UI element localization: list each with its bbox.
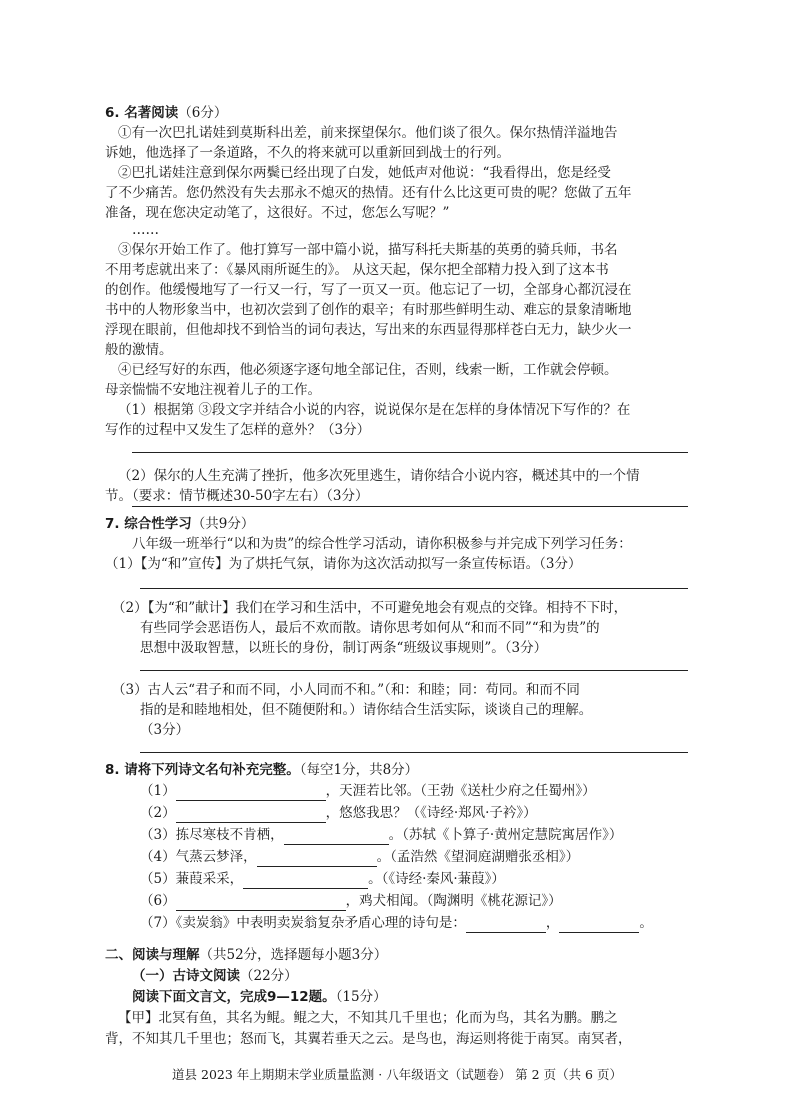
q8-item-number: （1） <box>140 783 176 799</box>
q8-item7-end: 。 <box>639 915 653 931</box>
q8-item-7 <box>140 913 653 933</box>
q6-ellipsis: …… <box>132 222 159 238</box>
section2-score: （共52分，选择题每小题3分） <box>199 947 388 963</box>
section2-title: 二、阅读与理解 <box>105 947 200 963</box>
passage-jia-line2: 背，不知其几千里也；怒而飞，其翼若垂天之云。是鸟也，海运则将徙于南冥。南冥者， <box>105 1031 632 1047</box>
q8-item-number: （4） <box>140 849 176 865</box>
q8-item <box>140 803 537 823</box>
q7-task2-line2: 有些同学会恶语伤人，最后不欢而散。请你思考如何从“和而不同”“和为贵”的 <box>140 620 600 636</box>
q7-task2-answer-line[interactable] <box>140 670 688 671</box>
section2-heading <box>105 945 387 965</box>
q7-task3-line1: （3）古人云“君子和而不同，小人同而不和。”（和：和睦；同：苟同。和而不同 <box>112 682 580 698</box>
q7-task1-answer-line[interactable] <box>140 588 688 589</box>
fill-blank[interactable] <box>284 830 389 845</box>
q6-para2-line2: 了不少痛苦。您仍然没有失去那永不熄灭的热情。还有什么比这更可贵的呢？您做了五年 <box>105 185 632 201</box>
reading-instruction <box>132 987 387 1007</box>
q7-task3-answer-line[interactable] <box>140 752 688 753</box>
q6-para4-line2: 母亲惴惴不安地注视着儿子的工作。 <box>105 382 321 398</box>
q8-item <box>140 869 505 889</box>
q7-task1: （1）【为“和”宣传】为了烘托气氛，请你为这次活动拟写一条宣传标语。（3分） <box>105 556 582 572</box>
reading-instruction-text: 阅读下面文言文，完成9—12题。 <box>132 989 336 1005</box>
q8-item-suffix: 。（苏轼《卜算子·黄州定慧院寓居作》） <box>388 827 623 843</box>
q6-title: 6. 名著阅读 <box>105 105 179 121</box>
subsection-heading <box>132 966 298 986</box>
q7-heading <box>105 514 254 534</box>
q8-item-suffix: ，鸡犬相闻。（陶渊明《桃花源记》） <box>345 893 562 909</box>
q7-task2-line3: 思想中汲取智慧，以班长的身份，制订两条“班级议事规则”。（3分） <box>140 640 548 656</box>
q6-score: （6分） <box>178 105 228 121</box>
q8-item <box>140 781 596 801</box>
q6-para2-line1: ②巴扎诺娃注意到保尔两鬓已经出现了白发，她低声对他说：“我看得出，您是经受 <box>118 165 611 181</box>
q6-para2-line3: 准备，现在您决定动笔了，这很好。不过，您怎么写呢？” <box>105 205 450 221</box>
q8-item-number: （5） <box>140 871 176 887</box>
fill-blank[interactable] <box>176 808 326 823</box>
q6-para3-line6: 般的激情。 <box>105 342 173 358</box>
q6-para1-line2: 诉她，他选择了一条道路，不久的将来就可以重新回到战士的行列。 <box>105 145 510 161</box>
q6-sub1-answer-line[interactable] <box>132 452 688 453</box>
q6-sub2-line1: （2）保尔的人生充满了挫折，他多次死里逃生，请你结合小说内容，概述其中的一个情 <box>118 468 640 484</box>
q6-heading <box>105 103 227 123</box>
fill-blank[interactable] <box>466 918 546 933</box>
q8-item-suffix: 。（《诗经·秦风·蒹葭》） <box>368 871 505 887</box>
passage-jia-line1: 【甲】北冥有鱼，其名为鲲。鲲之大，不知其几千里也；化而为鸟，其名为鹏。鹏之 <box>118 1010 618 1026</box>
q6-para3-line3: 的创作。他缓慢地写了一行又一行，写了一页又一页。他忘记了一切，全部身心都沉浸在 <box>105 282 632 298</box>
q8-item-suffix: 。（孟浩然《望洞庭湖赠张丞相》） <box>376 849 580 865</box>
q7-task3-line2: 指的是和睦地相处，但不随便附和。）请你结合生活实际，谈谈自己的理解。 <box>140 702 593 718</box>
reading-instruction-score: （15分） <box>335 989 387 1005</box>
fill-blank[interactable] <box>559 918 639 933</box>
q6-para1-line1: ①有一次巴扎诺娃到莫斯科出差，前来探望保尔。他们谈了很久。保尔热情洋溢地告 <box>118 125 618 141</box>
q8-item-prefix: 拣尽寒枝不肯栖， <box>175 827 284 843</box>
q8-item-suffix: ，悠悠我思？（《诗经·郑风·子衿》） <box>325 805 537 821</box>
q7-score: （共9分） <box>191 516 255 532</box>
q8-title: 8. 请将下列诗文名句补充完整。 <box>105 762 300 778</box>
q8-item-suffix: ，天涯若比邻。（王勃《送杜少府之任蜀州》） <box>325 783 596 799</box>
q6-para3-line2: 不用考虑就出来了：《暴风雨所诞生的》。 从这天起，保尔把全部精力投入到了这本书 <box>105 262 609 278</box>
q8-item-number: （6） <box>140 893 176 909</box>
subsection-title: （一）古诗文阅读 <box>132 968 240 984</box>
subsection-score: （22分） <box>240 968 298 984</box>
q8-item-number: （2） <box>140 805 176 821</box>
q7-intro: 八年级一班举行“以和为贵”的综合性学习活动，请你积极参与并完成下列学习任务： <box>132 536 632 552</box>
q8-item <box>140 825 622 845</box>
fill-blank[interactable] <box>176 896 346 911</box>
q6-sub2-line2: 节。（要求：情节概述30-50字左右）（3分） <box>105 488 369 504</box>
q6-sub2-answer-line[interactable] <box>132 506 688 507</box>
q8-item7-sep: ， <box>545 915 560 931</box>
page-footer: 道县 2023 年上期期末学业质量监测 · 八年级语文（试题卷） 第 2 页（共 6 页） <box>172 1067 622 1082</box>
q8-heading <box>105 760 418 780</box>
fill-blank[interactable] <box>243 874 368 889</box>
q6-para4-line1: ④已经写好的东西，他必须逐字逐句地全部记住，否则，线索一断，工作就会停顿。 <box>118 362 618 378</box>
q8-item7-text: （7）《卖炭翁》中表明卖炭翁复杂矛盾心理的诗句是： <box>140 915 466 931</box>
q8-item-prefix: 气蒸云梦泽， <box>175 849 257 865</box>
fill-blank[interactable] <box>257 852 377 867</box>
q8-item <box>140 847 579 867</box>
q7-title: 7. 综合性学习 <box>105 516 192 532</box>
q6-para3-line1: ③保尔开始工作了。他打算写一部中篇小说，描写科托夫斯基的英勇的骑兵师，书名 <box>118 242 618 258</box>
q8-score: （每空1分，共8分） <box>299 762 419 778</box>
q6-para3-line4: 书中的人物形象当中，也初次尝到了创作的艰辛；有时那些鲜明生动、难忘的景象清晰地 <box>105 302 632 318</box>
q6-sub1-line2: 写作的过程中又发生了怎样的意外？（3分） <box>105 422 371 438</box>
q6-sub1-line1: （1）根据第 ③段文字并结合小说的内容，说说保尔是在怎样的身体情况下写作的？在 <box>118 402 631 418</box>
q8-item <box>140 891 562 911</box>
fill-blank[interactable] <box>176 786 326 801</box>
q8-item-number: （3） <box>140 827 176 843</box>
q7-task2-line1: （2）【为“和”献计】我们在学习和生活中，不可避免地会有观点的交锋。相持不下时， <box>112 600 628 616</box>
q7-task3-line3: （3分） <box>140 722 190 738</box>
q8-item-prefix: 蒹葭采采， <box>175 871 244 887</box>
q6-para3-line5: 浮现在眼前，但他却找不到恰当的词句表达，写出来的东西显得那样苍白无力，缺少火一 <box>105 322 632 338</box>
